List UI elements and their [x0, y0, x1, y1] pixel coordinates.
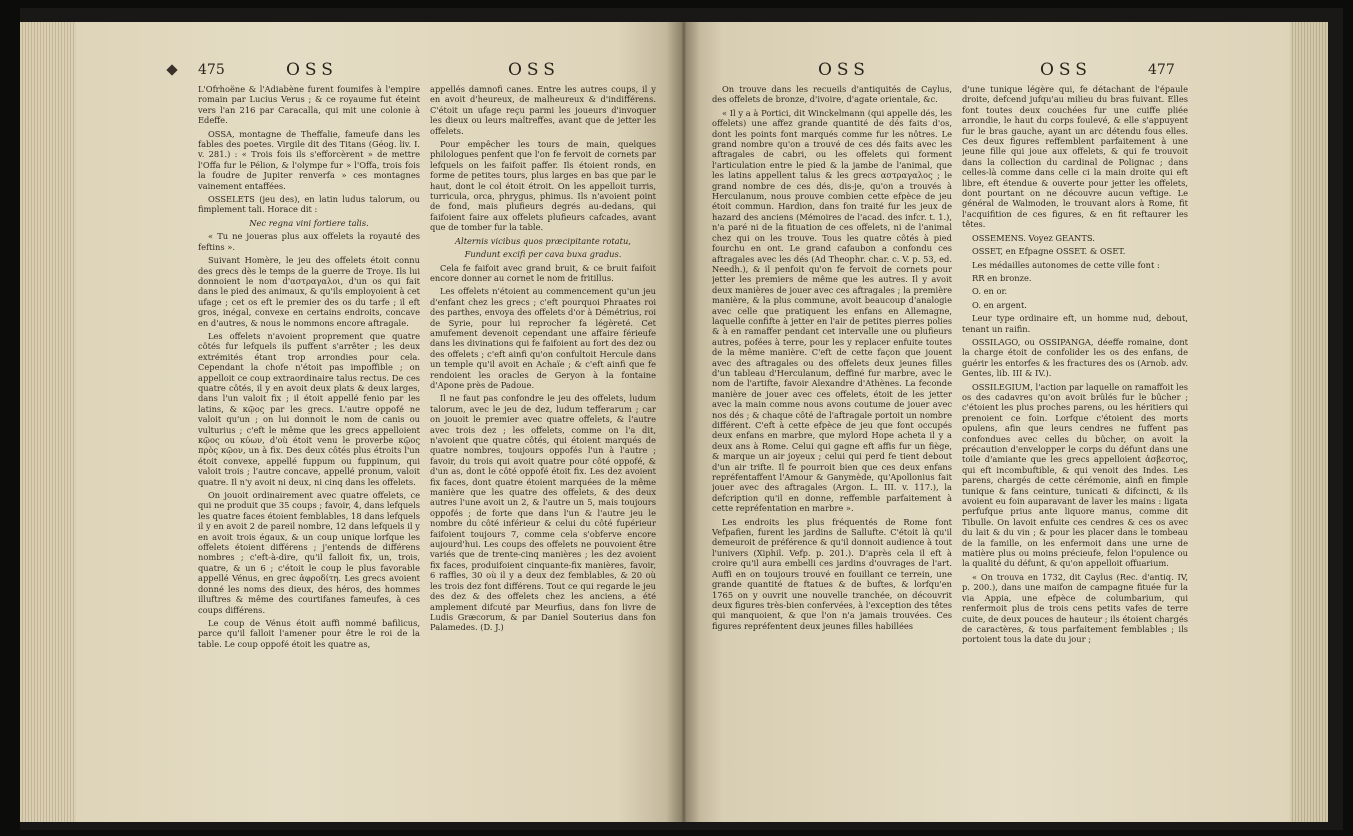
paragraph: Pour empêcher les tours de main, quelques philologues penfent que l'on fe fervoit de cornets par lefquels on les faifoit paffer. Ils étoient ronds, en forme de petites tours, plus larges en bas que par le haut, dont le col étoit étroit. On les appelloit turris, turricula, orca, phrygus, phimus. Ils n'avoient point de fond, mais plufieurs degrés au-dedans, qui faifoient faire aux offelets plufieurs cafcades, avant que de tomber fur la table.	[430, 139, 656, 233]
left-column-1	[198, 84, 420, 704]
paragraph: Le coup de Vénus étoit auffi nommé bafilicus, parce qu'il falloit l'amener pour être le roi de la table. Le coup oppofé étoit les quatre as,	[198, 617, 420, 649]
paragraph: « Il y a à Portici, dit Winckelmann (qui appelle dés, les offelets) une affez grande quantité de dés faits d'os, dont les points font marqués comme fur les nôtres. Le grand nombre qu'on a trouvé de ces dés faits avec les aftragales de cabri, ou les offelets qui forment l'articulation entre le pied & la jambe de l'animal, que les latins appellent talus & les grecs αστραγαλος ; le grand nombre de ces dés, dis-je, qu'on a trouvés à Herculanum, nous prouve combien cette efpèce de jeu étoit commun. Hardion, dans fon traité fur les jeux de hazard des anciens (Mémoires de l'acad. des infcr. t. 1.), n'a paré ni de la fituation de ces offelets, ni de l'animal chez qui on les trouve. Tous les quatre côtés à pied fourchu en ont. Le grand cafaubon a confondu ces aftragales avec les dés (Ad Theophr. char. c. V. p. 53, ed. Needh.), & il penfoit qu'on fe fervoit de cornets pour jetter les premiers de même que les autres. Il y avoit deux manières de jouer avec ces aftragales ; la première manière, & la plus commune, avoit beaucoup d'analogie avec celle que pratiquent les enfans en Allemagne, laquelle confifte à jetter en l'air de petites pierres polies & à en ramaffer pendant cet intervalle une ou plufieurs autres, pofées à terre, pour les y replacer enfuite toutes de la même manière. C'eft de cette façon que jouent avec des aftragales ou des offelets deux jeunes filles d'un tableau d'Herculanum, deffiné fur marbre, avec le nom de l'artifte, favoir Alexandre d'Athènes. La feconde manière de jouer avec ces offelets, étoit de les jetter avec la main comme nous avons coutume de jouer avec nos dés ; & chaque côté de l'aftragale portoit un nombre différent. C'eft à cette efpèce de jeu que font occupés deux enfans en marbre, que mylord Hope acheta il y a deux ans à Rome. Celui qui gagne eft affis fur un fiège, & marque un air joyeux ; celui qui perd fe tient debout d'un air trifte. Il fe pourroit bien que ces deux enfans repréfentaffent l'Amour & Ganymède, qu'Apollonius fait jouer avec des aftragales (Argon. L. III. v. 117.), la defcription qu'il en donne, reffemble parfaitement à cette repréfentation en marbre ».	[712, 107, 952, 514]
left-header-left: OSS	[286, 60, 338, 80]
paragraph: O. en argent.	[972, 299, 1027, 310]
paragraph: RR en bronze.	[972, 272, 1032, 283]
right-column-1	[712, 84, 952, 704]
paragraph: Les offelets n'avoient proprement que quatre côtés fur lefquels ils puffent s'arrêter ; les deux extrémités étant trop arrondies pour cela. Cependant la chofe n'étoit pas impoffible ; on appelloit ce coup extraordinaire talus rectus. De ces quatre côtés, il y en avoit deux plats & deux larges, dans l'un valoit fix ; il étoit appellé fenio par les latins, & κῷος par les grecs. L'autre oppofé ne valoit qu'un ; on lui donnoit le nom de canis ou vulturius ; c'eft le même que les grecs appelloient κῷος ou κύων, d'où étoit venu le proverbe κῷος πρὸς κῷον, un à fix. Des deux côtés plus étroits l'un étoit convexe, appellé fuppum ou fuppinum, qui valoit trois ; l'autre concave, appellé pronum, valoit quatre. Il n'y avoit ni deux, ni cinq dans les offelets.	[198, 330, 420, 487]
paragraph: OSSEMENS. Voyez GEANTS.	[972, 232, 1095, 243]
paragraph: Les offelets n'étoient au commencement qu'un jeu d'enfant chez les grecs ; c'eft pourquoi Phraates roi des parthes, envoya des offelets d'or à Démétrius, roi de Syrie, pour lui reprocher fa légèreté. Cet amufement devenoit cependant une affaire férieufe dans les divinations qui fe faifoient au fort des dez ou des offelets ; c'eft ainfi qu'on confultoit Hercule dans un temple qu'il avoit en Achaïe ; & c'eft ainfi que fe rendoient les oracles de Geryon à la fontaine d'Apone près de Padoue.	[430, 286, 656, 390]
quotation: Fundunt excifi per cava buxa gradus.	[464, 249, 622, 260]
right-header-left: OSS	[818, 60, 870, 80]
paragraph: Il ne faut pas confondre le jeu des offelets, ludum talorum, avec le jeu de dez, ludum tefferarum ; car on jouoit le premier avec quatre offelets, & l'autre avec trois dez ; les offelets, comme on l'a dit, n'avoient que quatre côtés, qui étoient marqués de quatre nombres, toujours oppofés l'un à l'autre ; favoir, du trois qui avoit quatre pour côté oppofé, & d'un as, dont le côté oppofé étoit fix. Les dez avoient fix faces, dont quatre étoient marquées de la même manière que les quatre des offelets, & des deux autres l'une avoit un 2, & l'autre un 5, mais toujours oppofés ; de forte que dans l'un & l'autre jeu le nombre du côté inférieur & celui du côté fupérieur faifoient toujours 7, comme cela s'obferve encore aujourd'hui. Les coups des offelets ne pouvoient être variés que de trente-cinq manières ; les dez avoient fix faces, produifoient cinquante-fix manières, favoir, 6 raffles, 30 où il y a deux dez femblables, & 20 où les trois dez font différens. Tout ce qui regarde le jeu des dez & des offelets chez les anciens, a été amplement difcuté par Meurfius, dans fon livre de Ludis Græcorum, & par Daniel Souterius dans fon Palamedes. (D. J.)	[430, 393, 656, 633]
right-column-2	[962, 84, 1188, 704]
paragraph: On jouoit ordinairement avec quatre offelets, ce qui ne produit que 35 coups ; favoir, 4, dans lefquels les quatre faces étoient femblables, 18 dans lefquels il y en avoit 2 de pareil nombre, 12 dans lefquels il y en avoit trois égaux, & un coup unique lorfque les offelets étoient différens ; j'entends de différens nombres ; c'eft-à-dire, qu'il falloit fix, un, trois, quatre, & un 6 ; c'étoit le coup le plus favorable appellé Vénus, en grec ἀφροδίτη. Les grecs avoient donné les noms des dieux, des héros, des hommes illuftres & même des courtifanes fameufes, à ces coups différens.	[198, 490, 420, 615]
paragraph: d'une tunique légère qui, fe détachant de l'épaule droite, defcend jufqu'au milieu du bras fuivant. Elles font toutes deux couchées fur une cuiffe pliée arrondie, le haut du corps foulevé, & elle s'appuyent fur le bras gauche, ayant un arc détendu fous elles. Ces deux figures reffemblent parfaitement à une jeune fille qui joue aux offelets, & qui fe trouvoit dans la collection du cardinal de Polignac ; dans celles-là comme dans celle ci la main droite qui eft libre, eft étendue & ouverte pour jetter les offelets, dont pourtant on ne découvre aucun veftige. Le général de Walmoden, le trouvant alors à Rome, fit l'acquifition de ces figures, & en fit reftaurer les têtes.	[962, 84, 1188, 230]
paragraph: Les médailles autonomes de cette ville font :	[972, 259, 1160, 270]
paragraph: O. en or.	[972, 286, 1008, 297]
right-header-right: OSS	[1040, 60, 1092, 80]
right-page-edges	[1290, 22, 1328, 822]
left-page-edges	[20, 22, 76, 822]
left-column-2	[430, 84, 656, 704]
book-gutter	[666, 22, 700, 822]
paragraph: Leur type ordinaire eft, un homme nud, debout, tenant un raifin.	[962, 313, 1188, 334]
paragraph: On trouve dans les recueils d'antiquités de Caylus, des offelets de bronze, d'ivoire, d'agate orientale, &c.	[712, 84, 952, 105]
paragraph: appellés damnofi canes. Entre les autres coups, il y en avoit d'heureux, de malheureux & d'indifférens. C'étoit un ufage reçu parmi les joueurs d'invoquer les dieux ou leurs maîtreffes, avant que de jetter les offelets.	[430, 84, 656, 136]
quotation: Nec regna vini fortiere talis.	[249, 217, 369, 228]
paragraph: L'Ofrhoëne & l'Adiabène furent foumifes à l'empire romain par Lucius Verus ; & ce royaume fut éteint vers l'an 216 par Caracalla, qui mit une colonie à Edeffe.	[198, 84, 420, 126]
left-page-number: 475	[198, 62, 225, 78]
quotation: Alternis vicibus quos præcipitante rotatu,	[455, 235, 631, 246]
paragraph: Cela fe faifoit avec grand bruit, & ce bruit faifoit encore donner au cornet le nom de fritillus.	[430, 262, 656, 283]
left-header-right: OSS	[508, 60, 560, 80]
paragraph: « Tu ne joueras plus aux offelets la royauté des feftins ».	[198, 231, 420, 252]
paragraph: OSSILAGO, ou OSSIPANGA, déeffe romaine, dont la charge étoit de confolider les os des enfans, de guérir les entorfes & les fractures des os (Arnob. adv. Gentes, lib. III & IV.).	[962, 336, 1188, 379]
paragraph: OSSILEGIUM, l'action par laquelle on ramaffoit les os des cadavres qu'on avoit brûlés fur le bûcher ; c'étoient les plus proches parens, ou les héritiers qui prenoient ce foin. Lorfque c'étoient des morts opulens, afin que leurs cendres ne fuffent pas confondues avec celles du bûcher, on avoit la précaution d'envelopper le corps du défunt dans une toile d'amiante que les grecs appelloient ἀσβεστος, qui eft incombuftible, & qui venoit des Indes. Les parens, chargés de cette cérémonie, ainfi en fimple tunique & fans ceinture, tunicati & difcincti, & ils avoient eu foin auparavant de laver les mains : ligata perfufque prius ante liquore manus, comme dit Tibulle. On lavoit enfuite ces cendres & ces os avec du lait & du vin ; & pour les placer dans le tombeau de la famille, on les enfermoit dans une urne de matière plus ou moins précieufe, felon l'opulence ou la qualité du défunt, & qu'on appelloit offuarium.	[962, 381, 1188, 569]
paragraph: OSSELETS (jeu des), en latin ludus talorum, ou fimplement tali. Horace dit :	[198, 194, 420, 215]
paragraph: « On trouva en 1732, dit Caylus (Rec. d'antiq. IV, p. 200.), dans une maifon de campagne fituée fur la via Appia, une efpèce de columbarium, qui renfermoit plus de trois cens petits vafes de terre cuite, de deux pouces de hauteur ; ils étoient chargés de caractères, & tous parfaitement femblables ; ils portoient tous la date du jour ;	[962, 571, 1188, 645]
paragraph: OSSA, montagne de Theffalie, fameufe dans les fables des poetes. Virgile dit des Titans (Géog. liv. I. v. 281.) : « Trois fois ils s'efforcèrent » de mettre l'Offa fur le Pélion, & l'olympe fur » l'Offa, trois fois la foudre de Jupiter renverfa » ces montagnes vainement entaffées.	[198, 128, 420, 191]
paragraph: OSSET, en Efpagne OSSET. & OSET.	[972, 246, 1126, 257]
right-page-number: 477	[1148, 62, 1175, 78]
paragraph: Les endroits les plus fréquentés de Rome font Vefpafien, furent les jardins de Sallufte. C'étoit là qu'il demeuroit de préférence & qu'il donnoit audience à tout l'univers (Xiphil. Vefp. p. 201.). D'après cela il eft à croire qu'il aura embelli ces jardins d'ouvrages de l'art. Auffi en on toujours trouvé en fouillant ce terrein, une grande quantité de ftatues & de buftes, & lorfqu'en 1765 on y ouvrit une nouvelle tranchée, on découvrit deux figures très-bien confervées, à l'exception des têtes qui manquoient, & que l'on n'a jamais trouvées. Ces figures repréfentent deux jeunes filles habillées	[712, 516, 952, 631]
paragraph: Suivant Homère, le jeu des offelets étoit connu des grecs dès le temps de la guerre de Troye. Ils lui donnoient le nom d'αστραγαλοι, d'un os qui fait dans le pied des animaux, & qu'ils employoient à cet ufage ; cet os eft le premier des os du tarfe ; il eft gros, inégal, convexe en certains endroits, concave en d'autres, & nous le nommons encore aftragale.	[198, 255, 420, 328]
